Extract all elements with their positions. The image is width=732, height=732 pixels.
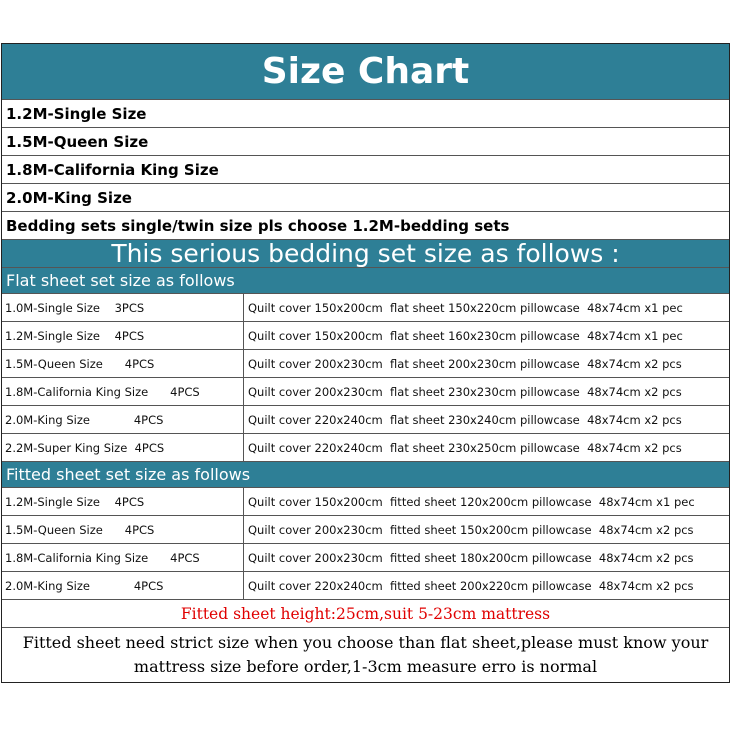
size-chart-table [1,43,730,683]
table-row [2,544,729,572]
row-contents-cell: Quilt cover 200x230cm fitted sheet 180x200cm pillowcase 48x74cm x2 pcs [248,550,694,565]
row-size-cell: 1.2M-Single Size 4PCS [2,322,244,349]
row-contents-cell: Quilt cover 220x240cm fitted sheet 200x220cm pillowcase 48x74cm x2 pcs [248,578,694,593]
size-option-california-king: 1.8M-California King Size [2,156,729,184]
size-option-note: Bedding sets single/twin size pls choose 1.2M-bedding sets [2,212,729,240]
fitted-height-note: Fitted sheet height:25cm,suit 5-23cm mattress [2,600,729,628]
table-row [2,294,729,322]
row-contents-cell: Quilt cover 150x200cm flat sheet 150x220cm pillowcase 48x74cm x1 pec [248,300,683,315]
table-row [2,488,729,516]
table-row [2,406,729,434]
row-size-cell: 1.2M-Single Size 4PCS [2,488,244,515]
serious-heading: This serious bedding set size as follows : [2,240,729,268]
table-row [2,378,729,406]
size-option-queen: 1.5M-Queen Size [2,128,729,156]
size-chart-title: Size Chart [2,44,729,100]
row-contents-cell: Quilt cover 200x230cm flat sheet 200x230cm pillowcase 48x74cm x2 pcs [248,356,682,371]
row-contents-cell: Quilt cover 200x230cm fitted sheet 150x200cm pillowcase 48x74cm x2 pcs [248,522,694,537]
table-row [2,322,729,350]
row-contents-cell: Quilt cover 220x240cm flat sheet 230x250cm pillowcase 48x74cm x2 pcs [248,440,682,455]
fitted-section-heading: Fitted sheet set size as follows [2,462,729,488]
row-size-cell: 1.8M-California King Size 4PCS [2,378,244,405]
measurement-note: Fitted sheet need strict size when you choose than flat sheet,please must know your mattress size before order,1-3cm measure erro is normal [22,633,709,676]
size-option-king: 2.0M-King Size [2,184,729,212]
row-size-cell: 1.5M-Queen Size 4PCS [2,516,244,543]
table-row [2,434,729,462]
table-row [2,516,729,544]
table-row [2,572,729,600]
row-contents-cell: Quilt cover 150x200cm fitted sheet 120x200cm pillowcase 48x74cm x1 pec [248,494,695,509]
size-option-single: 1.2M-Single Size [2,100,729,128]
row-size-cell: 2.0M-King Size 4PCS [2,572,244,599]
row-size-cell: 1.8M-California King Size 4PCS [2,544,244,571]
row-size-cell: 1.0M-Single Size 3PCS [2,294,244,321]
row-contents-cell: Quilt cover 220x240cm flat sheet 230x240cm pillowcase 48x74cm x2 pcs [248,412,682,427]
row-contents-cell: Quilt cover 150x200cm flat sheet 160x230cm pillowcase 48x74cm x1 pec [248,328,683,343]
flat-section-heading: Flat sheet set size as follows [2,268,729,294]
row-size-cell: 2.0M-King Size 4PCS [2,406,244,433]
row-contents-cell: Quilt cover 200x230cm flat sheet 230x230cm pillowcase 48x74cm x2 pcs [248,384,682,399]
table-row [2,350,729,378]
row-size-cell: 1.5M-Queen Size 4PCS [2,350,244,377]
row-size-cell: 2.2M-Super King Size 4PCS [2,434,244,461]
